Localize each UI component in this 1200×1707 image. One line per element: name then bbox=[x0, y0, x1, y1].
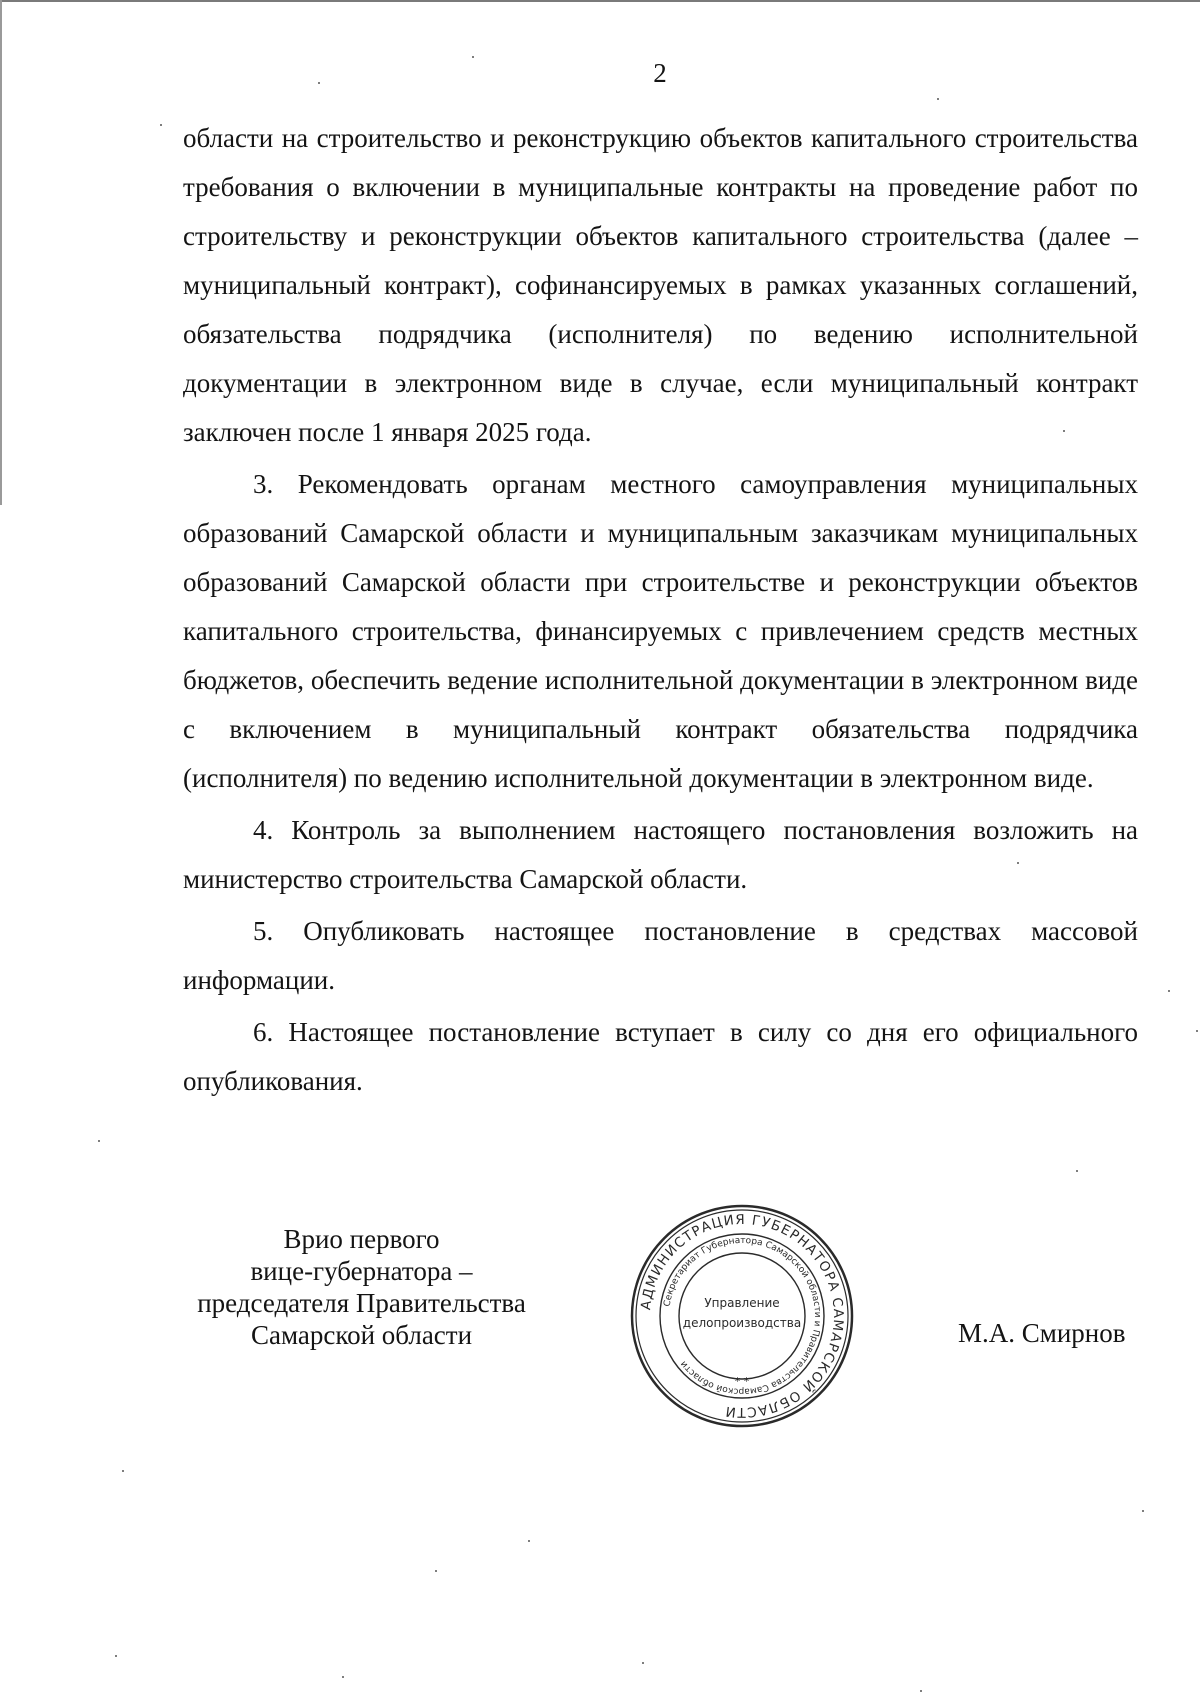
seal-center-line: делопроизводства bbox=[682, 1316, 802, 1330]
scan-speck bbox=[472, 56, 474, 58]
scan-speck bbox=[160, 124, 162, 126]
scan-speck bbox=[1142, 1510, 1144, 1512]
scan-speck bbox=[1168, 990, 1170, 992]
scan-edge-top bbox=[0, 0, 1200, 2]
paragraph-6: 6. Настоящее постановление вступает в силу со дня его официального опубликования. bbox=[183, 1017, 1138, 1096]
signatory-name: М.А. Смирнов bbox=[958, 1318, 1126, 1348]
scan-speck bbox=[1076, 1170, 1078, 1172]
paragraph-5: 5. Опубликовать настоящее постановление в средствах массовой информации. bbox=[183, 916, 1138, 995]
scan-speck bbox=[115, 1655, 117, 1657]
scan-speck bbox=[122, 1470, 124, 1472]
signatory-position-line: вице-губернатора – bbox=[250, 1256, 473, 1286]
seal-center-line: Управление bbox=[704, 1296, 780, 1310]
paragraph-continuation: области на строительство и реконструкцию объектов капитального строительства требования о включении в муниципальные контракты на проведение работ по строительству и реконструкции объектов капитального строительства (далее – муниципальный контракт), софинансируемых в рамках указанных соглашений, обязательства подрядчика (исполнителя) по ведению исполнительной документации в электронном виде в случае, если муниципальный контракт заключен после 1 января 2025 года. bbox=[183, 123, 1138, 447]
signatory-position bbox=[170, 1223, 553, 1351]
scan-speck bbox=[1017, 862, 1019, 864]
scan-speck bbox=[920, 1690, 922, 1692]
scan-speck bbox=[318, 82, 320, 84]
scan-speck bbox=[642, 1662, 644, 1664]
document-body bbox=[183, 114, 1138, 1106]
seal-inner-text: Секретариат Губернатора Самарской области и Правительства Самарской области bbox=[662, 1235, 823, 1397]
scan-speck bbox=[98, 1140, 100, 1142]
paragraph-3: 3. Рекомендовать органам местного самоуправления муниципальных образований Самарской области и муниципальным заказчикам муниципальных образований Самарской области при строительстве и реконструкции объектов капитального строительства, финансируемых с привлечением средств местных бюджетов, обеспечить ведение исполнительной документации в электронном виде с включением в муниципальный контракт обязательства подрядчика (исполнителя) по ведению исполнительной документации в электронном виде. bbox=[183, 469, 1138, 793]
scan-speck bbox=[435, 1570, 437, 1572]
scan-speck bbox=[937, 98, 939, 100]
signatory-position-line: Самарской области bbox=[250, 1320, 473, 1350]
page-number: 2 bbox=[653, 58, 667, 88]
signatory-position-line: председателя Правительства bbox=[197, 1288, 526, 1318]
paragraph-4: 4. Контроль за выполнением настоящего постановления возложить на министерство строительства Самарской области. bbox=[183, 815, 1138, 894]
scan-speck bbox=[1196, 1030, 1198, 1032]
seal-stars: * * bbox=[734, 1375, 750, 1388]
scan-speck bbox=[342, 1676, 344, 1678]
scan-speck bbox=[1063, 430, 1065, 432]
seal-outer-text: АДМИНИСТРАЦИЯ ГУБЕРНАТОРА САМАРСКОЙ ОБЛАСТИ bbox=[638, 1211, 847, 1421]
signatory-position-line: Врио первого bbox=[283, 1224, 440, 1254]
official-seal bbox=[629, 1203, 855, 1429]
scan-speck bbox=[528, 1540, 530, 1542]
